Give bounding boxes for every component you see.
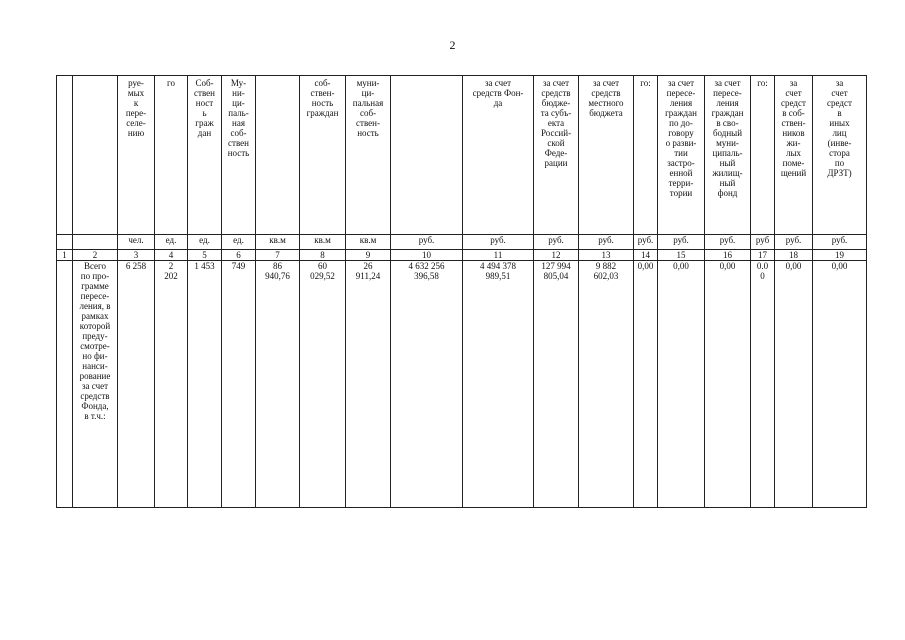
header-cell: го:: [634, 76, 658, 235]
index-cell: 4: [155, 250, 188, 261]
data-cell: 0,00: [775, 261, 813, 508]
unit-cell: руб.: [634, 235, 658, 250]
header-cell: [256, 76, 300, 235]
header-cell: го: [155, 76, 188, 235]
data-cell: 0.0 0: [751, 261, 775, 508]
index-cell: 2: [73, 250, 118, 261]
header-cell: [391, 76, 463, 235]
data-cell: 1 453: [188, 261, 222, 508]
row-description-cell: Всего по про- грамме пересе- ления, в рамках которой преду- смотре- но фи- нанси- рование за счет средств Фонда, в т.ч.:: [73, 261, 118, 508]
header-cell: за счет пересе- ления граждан по до- говору о разви- тии застро- енной терри- тории: [658, 76, 705, 235]
data-cell: 127 994 805,04: [534, 261, 579, 508]
unit-cell: руб.: [658, 235, 705, 250]
header-cell: за счет средств местного бюджета: [579, 76, 634, 235]
unit-cell: [57, 235, 73, 250]
unit-cell: руб.: [579, 235, 634, 250]
index-cell: 1: [57, 250, 73, 261]
index-cell: 9: [346, 250, 391, 261]
data-cell: 60 029,52: [300, 261, 346, 508]
data-cell: 4 632 256 396,58: [391, 261, 463, 508]
data-cell: 2 202: [155, 261, 188, 508]
index-cell: 13: [579, 250, 634, 261]
resettlement-program-table: [56, 75, 867, 508]
unit-cell: руб.: [534, 235, 579, 250]
index-cell: 5: [188, 250, 222, 261]
unit-cell: ед.: [155, 235, 188, 250]
data-cell: 0,00: [705, 261, 751, 508]
unit-cell: [73, 235, 118, 250]
index-cell: 14: [634, 250, 658, 261]
data-cell: 749: [222, 261, 256, 508]
header-cell: соб- ствен- ность граждан: [300, 76, 346, 235]
index-cell: 16: [705, 250, 751, 261]
unit-cell: ед.: [222, 235, 256, 250]
unit-cell: руб.: [775, 235, 813, 250]
data-cell: 4 494 378 989,51: [463, 261, 534, 508]
header-cell: Соб- ствен ност ь граж дан: [188, 76, 222, 235]
index-cell: 12: [534, 250, 579, 261]
data-cell: 6 258: [118, 261, 155, 508]
index-cell: 18: [775, 250, 813, 261]
index-cell: 15: [658, 250, 705, 261]
data-cell: 0,00: [634, 261, 658, 508]
index-cell: 11: [463, 250, 534, 261]
unit-cell: чел.: [118, 235, 155, 250]
data-cell: 0,00: [658, 261, 705, 508]
index-cell: 10: [391, 250, 463, 261]
header-row: [57, 76, 867, 235]
unit-cell: руб.: [813, 235, 867, 250]
index-cell: 8: [300, 250, 346, 261]
header-cell: Му- ни- ци- паль- ная соб- ствен ность: [222, 76, 256, 235]
header-cell: за счет средств Фон- да: [463, 76, 534, 235]
unit-cell: ед.: [188, 235, 222, 250]
index-cell: 6: [222, 250, 256, 261]
header-cell: за счет средств бюдже- та субъ- екта Россий- ской Феде- рации: [534, 76, 579, 235]
index-cell: 7: [256, 250, 300, 261]
header-cell: за счет пересе- ления граждан в сво- бодный муни- ципаль- ный жилищ- ный фонд: [705, 76, 751, 235]
unit-cell: кв.м: [256, 235, 300, 250]
unit-cell: руб.: [705, 235, 751, 250]
header-cell: [57, 76, 73, 235]
header-cell: го:: [751, 76, 775, 235]
data-cell: 9 882 602,03: [579, 261, 634, 508]
table-row: [57, 261, 867, 508]
header-cell: за счет средст в иных лиц (инве- стора по ДРЗТ): [813, 76, 867, 235]
header-cell: руе- мых к пере- селе- нию: [118, 76, 155, 235]
unit-cell: кв.м: [346, 235, 391, 250]
data-cell: 26 911,24: [346, 261, 391, 508]
data-cell: 86 940,76: [256, 261, 300, 508]
header-cell: муни- ци- пальная соб- ствен- ность: [346, 76, 391, 235]
unit-cell: руб: [751, 235, 775, 250]
units-row: [57, 235, 867, 250]
index-cell: 17: [751, 250, 775, 261]
page-number: 2: [449, 38, 456, 52]
data-cell: 0,00: [813, 261, 867, 508]
column-index-row: [57, 250, 867, 261]
index-cell: 19: [813, 250, 867, 261]
index-cell: 3: [118, 250, 155, 261]
unit-cell: руб.: [391, 235, 463, 250]
data-cell: [57, 261, 73, 508]
unit-cell: кв.м: [300, 235, 346, 250]
header-cell: за счет средст в соб- ствен- ников жи- лых поме- щений: [775, 76, 813, 235]
header-cell: [73, 76, 118, 235]
unit-cell: руб.: [463, 235, 534, 250]
